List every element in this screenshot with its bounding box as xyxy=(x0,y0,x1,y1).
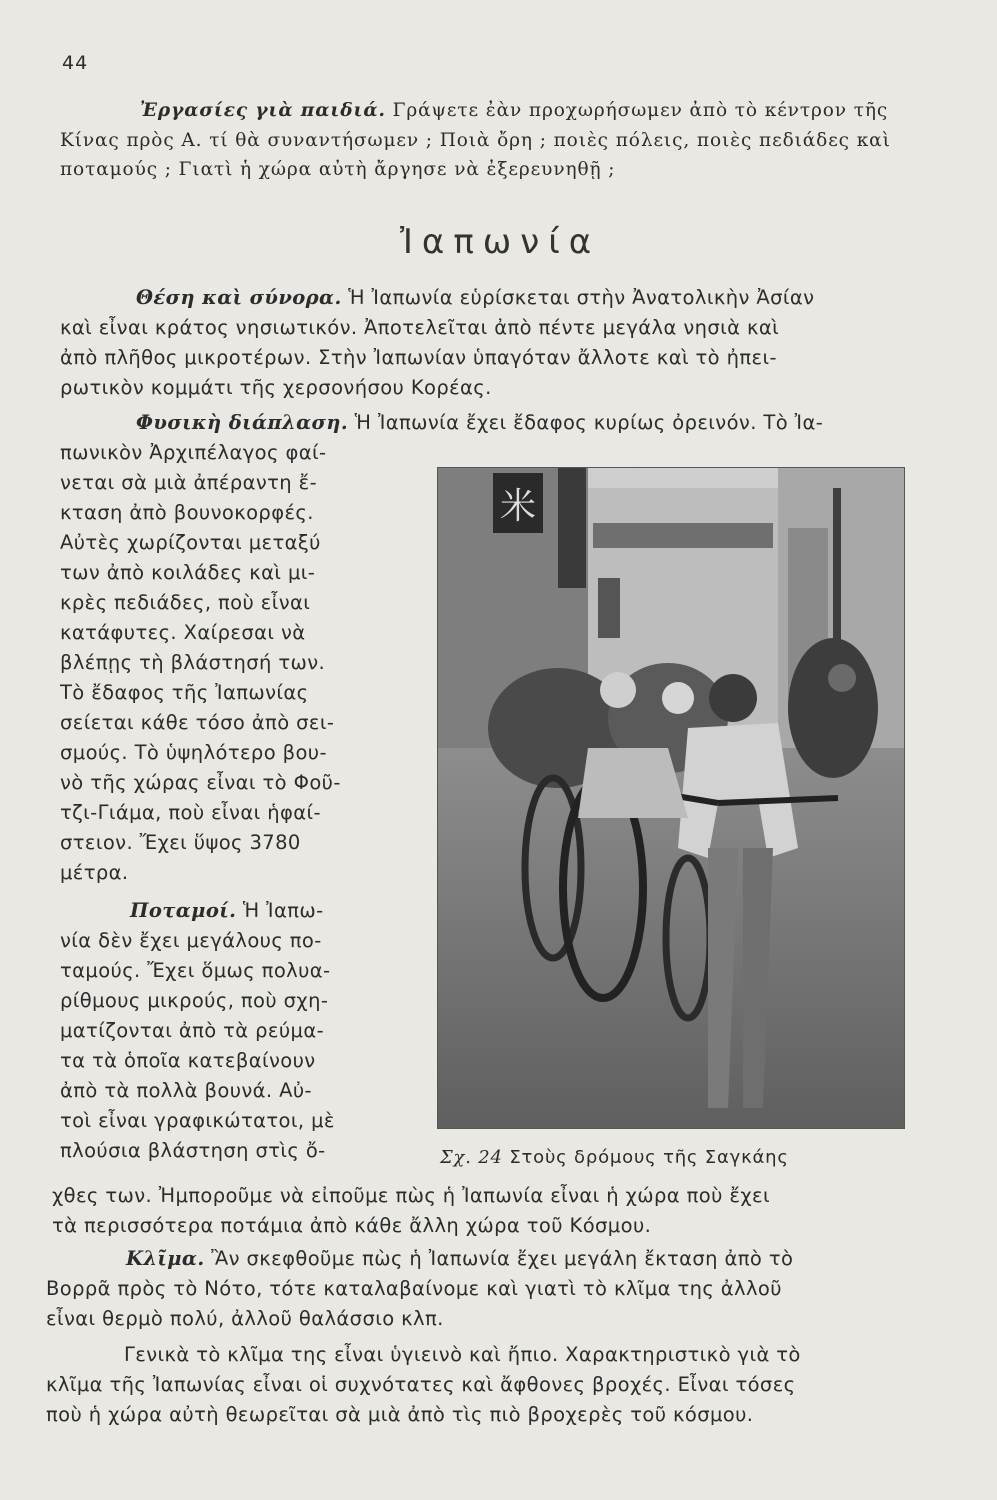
rivers-line: πλούσια βλάστηση στὶς ὄ- xyxy=(60,1139,326,1162)
relief-line: Τὸ ἔδαφος τῆς Ἰαπωνίας xyxy=(60,681,309,704)
relief-line: σείεται κάθε τόσο ἀπὸ σει- xyxy=(60,711,335,734)
page-number: 44 xyxy=(62,52,89,74)
exercises-line-1: Ἐργασίες γιὰ παιδιά. Γράψετε ἐὰν προχωρήσωμεν ἀπὸ τὸ κέντρον τῆς xyxy=(140,100,889,121)
relief-line: νὸ τῆς χώρας εἶναι τὸ Φοῦ- xyxy=(60,771,341,794)
rivers-line: ρίθμους μικρούς, ποὺ σχη- xyxy=(60,989,329,1012)
relief-line: κρὲς πεδιάδες, ποὺ εἶναι xyxy=(60,591,311,614)
relief-line: τζι-Γιάμα, ποὺ εἶναι ἡφαί- xyxy=(60,801,321,824)
relief-line: πωνικὸν Ἀρχιπέλαγος φαί- xyxy=(60,441,327,464)
rivers-full-line: τὰ περισσότερα ποτάμια ἀπὸ κάθε ἄλλη χώρα τοῦ Κόσμου. xyxy=(52,1214,652,1237)
relief-line: νεται σὰ μιὰ ἀπέραντη ἔ- xyxy=(60,471,318,494)
exercises-heading: Ἐργασίες γιὰ παιδιά. xyxy=(140,100,386,121)
rivers-line: τα τὰ ὁποῖα κατεβαίνουν xyxy=(60,1049,316,1072)
relief-line: στειον. Ἔχει ὕψος 3780 xyxy=(60,831,301,854)
rivers-line-1: Ποταμοί. Ἡ Ἰαπω- xyxy=(130,899,324,922)
position-heading: Θέση καὶ σύνορα. xyxy=(136,286,342,309)
rivers-line: τοὶ εἶναι γραφικώτατοι, μὲ xyxy=(60,1109,335,1132)
figure-caption xyxy=(440,1147,789,1168)
climate-para2-line: Γενικὰ τὸ κλῖμα της εἶναι ὑγιεινὸ καὶ ἤπιο. Χαρακτηριστικὸ γιὰ τὸ xyxy=(124,1343,801,1366)
relief-heading: Φυσικὴ διάπλαση. xyxy=(136,411,349,434)
climate-line-1: Κλῖμα. Ἂν σκεφθοῦμε πὼς ἡ Ἰαπωνία ἔχει μεγάλη ἔκταση ἀπὸ τὸ xyxy=(126,1247,794,1270)
relief-line-1: Φυσικὴ διάπλαση. Ἡ Ἰαπωνία ἔχει ἔδαφος κυρίως ὀρεινόν. Τὸ Ἰα- xyxy=(136,411,824,434)
exercises-line-2: Κίνας πρὸς Α. τί θὰ συναντήσωμεν ; Ποιὰ ὄρη ; ποιὲς πόλεις, ποιὲς πεδιάδες καὶ xyxy=(60,130,891,151)
relief-line: μέτρα. xyxy=(60,861,129,884)
rivers-full-line: χθες των. Ἠμποροῦμε νὰ εἰποῦμε πὼς ἡ Ἰαπωνία εἶναι ἡ χώρα ποὺ ἔχει xyxy=(52,1184,770,1207)
rivers-line: ἀπὸ τὰ πολλὰ βουνά. Αὐ- xyxy=(60,1079,312,1102)
rivers-line: νία δὲν ἔχει μεγάλους πο- xyxy=(60,929,322,952)
rickshaw-street-image xyxy=(438,468,904,1128)
figure-caption-text: Στοὺς δρόμους τῆς Σαγκάης xyxy=(509,1147,789,1168)
climate-line: Βορρᾶ πρὸς τὸ Νότο, τότε καταλαβαίνομε καὶ γιατὶ τὸ κλῖμα της ἀλλοῦ xyxy=(46,1277,782,1300)
rivers-heading: Ποταμοί. xyxy=(130,899,237,922)
relief-line: των ἀπὸ κοιλάδες καὶ μι- xyxy=(60,561,316,584)
relief-line: κταση ἀπὸ βουνοκορφές. xyxy=(60,501,314,524)
relief-line: Αὐτὲς χωρίζονται μεταξύ xyxy=(60,531,321,554)
climate-para2-line: κλῖμα τῆς Ἰαπωνίας εἶναι οἱ συχνότατες καὶ ἄφθονες βροχές. Εἶναι τόσες xyxy=(46,1373,796,1396)
relief-line: σμούς. Τὸ ὑψηλότερο βου- xyxy=(60,741,327,764)
exercises-line-3: ποταμούς ; Γιατὶ ἡ χώρα αὐτὴ ἄργησε νὰ ἐξερευνηθῇ ; xyxy=(60,159,616,180)
street-photo xyxy=(437,467,905,1129)
relief-line: βλέπῃς τὴ βλάστησή των. xyxy=(60,651,326,674)
shop-sign: 米 xyxy=(499,486,537,527)
position-line-1: Θέση καὶ σύνορα. Ἡ Ἰαπωνία εὑρίσκεται στὴν Ἀνατολικὴν Ἀσίαν xyxy=(136,286,815,309)
climate-line: εἶναι θερμὸ πολύ, ἀλλοῦ θαλάσσιο κλπ. xyxy=(46,1307,444,1330)
climate-para2-line: ποὺ ἡ χώρα αὐτὴ θεωρεῖται σὰ μιὰ ἀπὸ τὶς πιὸ βροχερὲς τοῦ κόσμου. xyxy=(46,1403,754,1426)
position-line-2: καὶ εἶναι κράτος νησιωτικόν. Ἀποτελεῖται ἀπὸ πέντε μεγάλα νησιὰ καὶ xyxy=(60,316,780,339)
position-line-3: ἀπὸ πλῆθος μικροτέρων. Στὴν Ἰαπωνίαν ὑπαγόταν ἄλλοτε καὶ τὸ ἠπει- xyxy=(60,346,777,369)
rivers-line: ταμούς. Ἔχει ὅμως πολυα- xyxy=(60,959,331,982)
position-line-4: ρωτικὸν κομμάτι τῆς χερσονήσου Κορέας. xyxy=(60,376,492,399)
climate-heading: Κλῖμα. xyxy=(126,1247,205,1270)
rivers-line: ματίζονται ἀπὸ τὰ ρεύμα- xyxy=(60,1019,325,1042)
chapter-title: Ἰαπωνία xyxy=(400,222,601,262)
figure-label: Σχ. 24 xyxy=(440,1147,503,1168)
relief-line: κατάφυτες. Χαίρεσαι νὰ xyxy=(60,621,306,644)
